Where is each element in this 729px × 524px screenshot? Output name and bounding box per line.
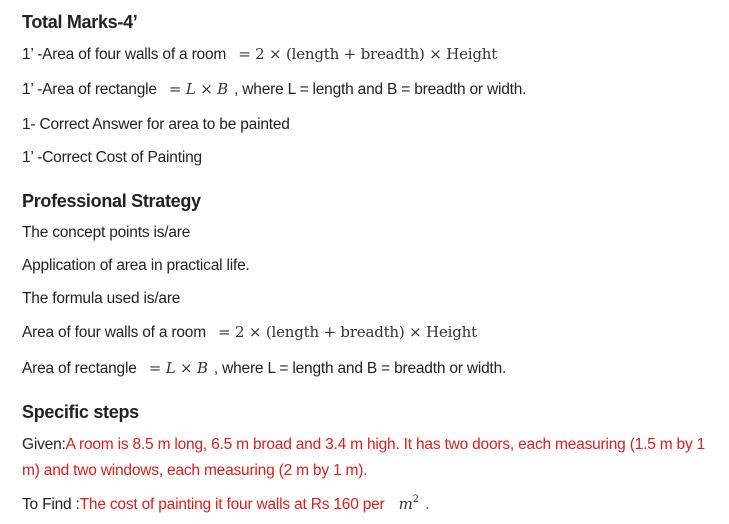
formula-length-symbol: L — [185, 80, 196, 98]
area-unit — [399, 495, 419, 513]
rectangle-area-legend: , where L = length and B = breadth or width. — [213, 360, 507, 377]
mark-value: 1’ — [22, 81, 34, 98]
rectangle-area-formula — [149, 359, 208, 377]
formula-times: × — [195, 80, 218, 98]
strategy-rectangle-area-line — [22, 359, 506, 378]
marks-line-correct-answer: 1- Correct Answer for area to be painted — [22, 116, 290, 133]
mark-value: 1’ — [22, 46, 34, 63]
unit-base: m — [398, 495, 413, 513]
to-find-text: The cost of painting it four walls at Rs 160 per — [79, 496, 385, 513]
specific-steps-heading: Specific steps — [22, 402, 139, 422]
formula-equals: = — [168, 80, 186, 98]
to-find-label: To Find : — [22, 496, 80, 513]
marks-line-walls-area — [22, 45, 499, 64]
rectangle-area-legend: , where L = length and B = breadth or width. — [234, 81, 527, 98]
formula-used-text: The formula used is/are — [22, 290, 181, 307]
concept-points-text: The concept points is/are — [22, 224, 191, 241]
formula-length-symbol: L — [165, 359, 176, 377]
strategy-walls-area-line — [22, 323, 479, 342]
rectangle-area-formula — [169, 80, 228, 98]
given-label: Given: — [22, 436, 66, 453]
to-find-end: . — [420, 496, 430, 513]
mark-description: -Area of rectangle — [33, 81, 157, 98]
mark-value: 1’ — [22, 149, 34, 166]
strategy-heading: Professional Strategy — [22, 191, 201, 211]
walls-area-label: Area of four walls of a room — [22, 324, 206, 341]
rectangle-area-label: Area of rectangle — [22, 360, 137, 377]
marks-line-rectangle-area — [22, 80, 526, 99]
marks-line-correct-cost — [22, 149, 202, 167]
formula-breadth-symbol: B — [217, 80, 228, 98]
walls-area-formula: = 2 × (length + breadth) × Height — [218, 323, 477, 341]
to-find-line — [22, 494, 429, 514]
mark-description: -Correct Cost of Painting — [33, 149, 202, 166]
unit-exponent: 2 — [412, 494, 419, 505]
total-marks-heading: Total Marks-4’ — [22, 12, 138, 32]
application-text: Application of area in practical life. — [22, 257, 250, 274]
walls-area-formula: = 2 × (length + breadth) × Height — [238, 45, 498, 63]
mark-description: -Area of four walls of a room — [33, 46, 227, 63]
formula-equals: = — [148, 359, 166, 377]
given-text: A room is 8.5 m long, 6.5 m broad and 3.4 m high. It has two doors, each measuring (1.5 m by 1 m) and two windows, each measuring (2 m by 1 m). — [22, 436, 706, 479]
formula-breadth-symbol: B — [196, 359, 208, 377]
given-paragraph — [22, 432, 722, 484]
formula-times: × — [175, 359, 197, 377]
